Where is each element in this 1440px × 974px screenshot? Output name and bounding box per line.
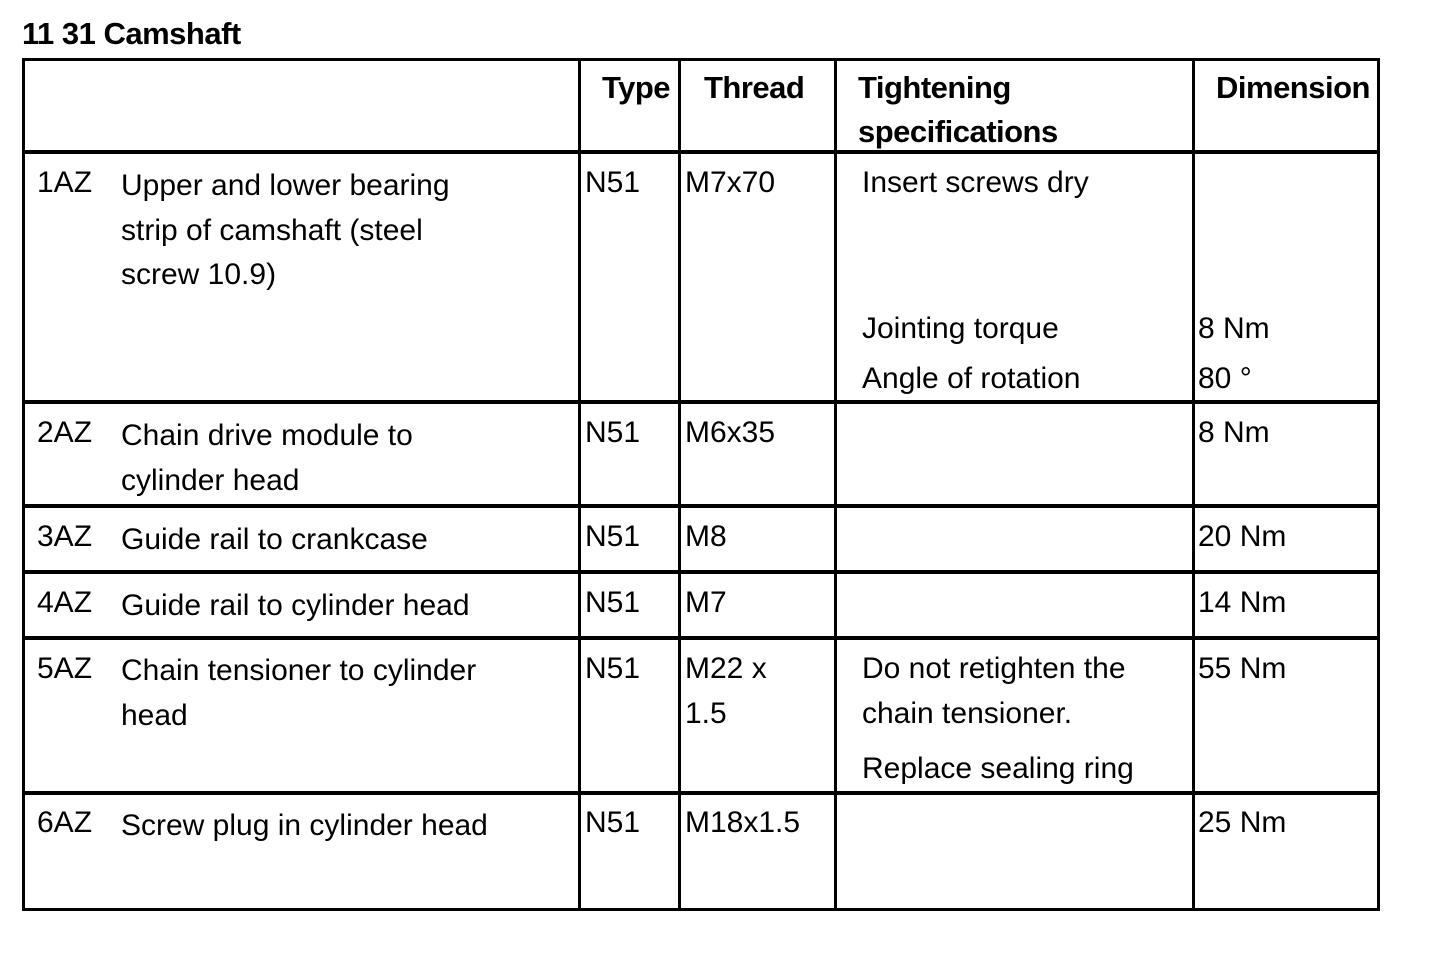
header-dimension: Dimension <box>1216 70 1370 105</box>
table-rule <box>25 791 1377 795</box>
row-id: 3AZ <box>37 520 93 553</box>
row-type: N51 <box>585 416 641 449</box>
row-description: Chain tensioner to cylinder head <box>121 654 477 732</box>
row-dimension: 14 Nm <box>1198 586 1287 619</box>
table-rule <box>25 504 1377 508</box>
row-spec: Replace sealing ring <box>862 752 1134 785</box>
column-rule <box>1192 61 1195 908</box>
row-description: Screw plug in cylinder head <box>121 809 488 842</box>
table-rule <box>25 150 1377 154</box>
row-description: Upper and lower bearing strip of camshaft (steel screw 10.9) <box>121 169 450 291</box>
row-thread: M7 <box>685 586 727 619</box>
table-rule <box>25 570 1377 574</box>
header-tightening: Tightening specifications <box>858 70 1058 149</box>
specification-table <box>22 58 1380 911</box>
column-rule <box>834 61 837 908</box>
row-description: Guide rail to crankcase <box>121 523 428 556</box>
column-rule <box>578 61 581 908</box>
row-spec: Do not retighten the chain tensioner. <box>862 652 1126 730</box>
row-thread: M6x35 <box>685 416 776 449</box>
page-title: 11 31 Camshaft <box>22 16 241 51</box>
row-spec: Insert screws dry <box>862 166 1089 199</box>
row-type: N51 <box>585 652 641 685</box>
row-type: N51 <box>585 586 641 619</box>
row-dimension: 80 ° <box>1198 362 1252 395</box>
header-thread: Thread <box>704 70 805 105</box>
row-thread: M18x1.5 <box>685 806 801 839</box>
row-id: 2AZ <box>37 416 93 449</box>
row-description: Chain drive module to cylinder head <box>121 419 413 497</box>
row-dimension: 20 Nm <box>1198 520 1287 553</box>
header-type: Type <box>602 70 671 105</box>
row-spec: Jointing torque <box>862 312 1059 345</box>
row-dimension: 25 Nm <box>1198 806 1287 839</box>
row-id: 6AZ <box>37 806 93 839</box>
table-rule <box>25 400 1377 404</box>
row-dimension: 8 Nm <box>1198 312 1270 345</box>
row-dimension: 55 Nm <box>1198 652 1287 685</box>
row-thread: M22 x 1.5 <box>685 652 767 730</box>
row-spec: Angle of rotation <box>862 362 1081 395</box>
row-type: N51 <box>585 806 641 839</box>
row-type: N51 <box>585 520 641 553</box>
row-id: 1AZ <box>37 166 93 199</box>
row-thread: M8 <box>685 520 727 553</box>
table-rule <box>25 636 1377 640</box>
row-dimension: 8 Nm <box>1198 416 1270 449</box>
row-id: 5AZ <box>37 652 93 685</box>
row-thread: M7x70 <box>685 166 776 199</box>
row-id: 4AZ <box>37 586 93 619</box>
row-description: Guide rail to cylinder head <box>121 589 470 622</box>
row-type: N51 <box>585 166 641 199</box>
column-rule <box>678 61 681 908</box>
